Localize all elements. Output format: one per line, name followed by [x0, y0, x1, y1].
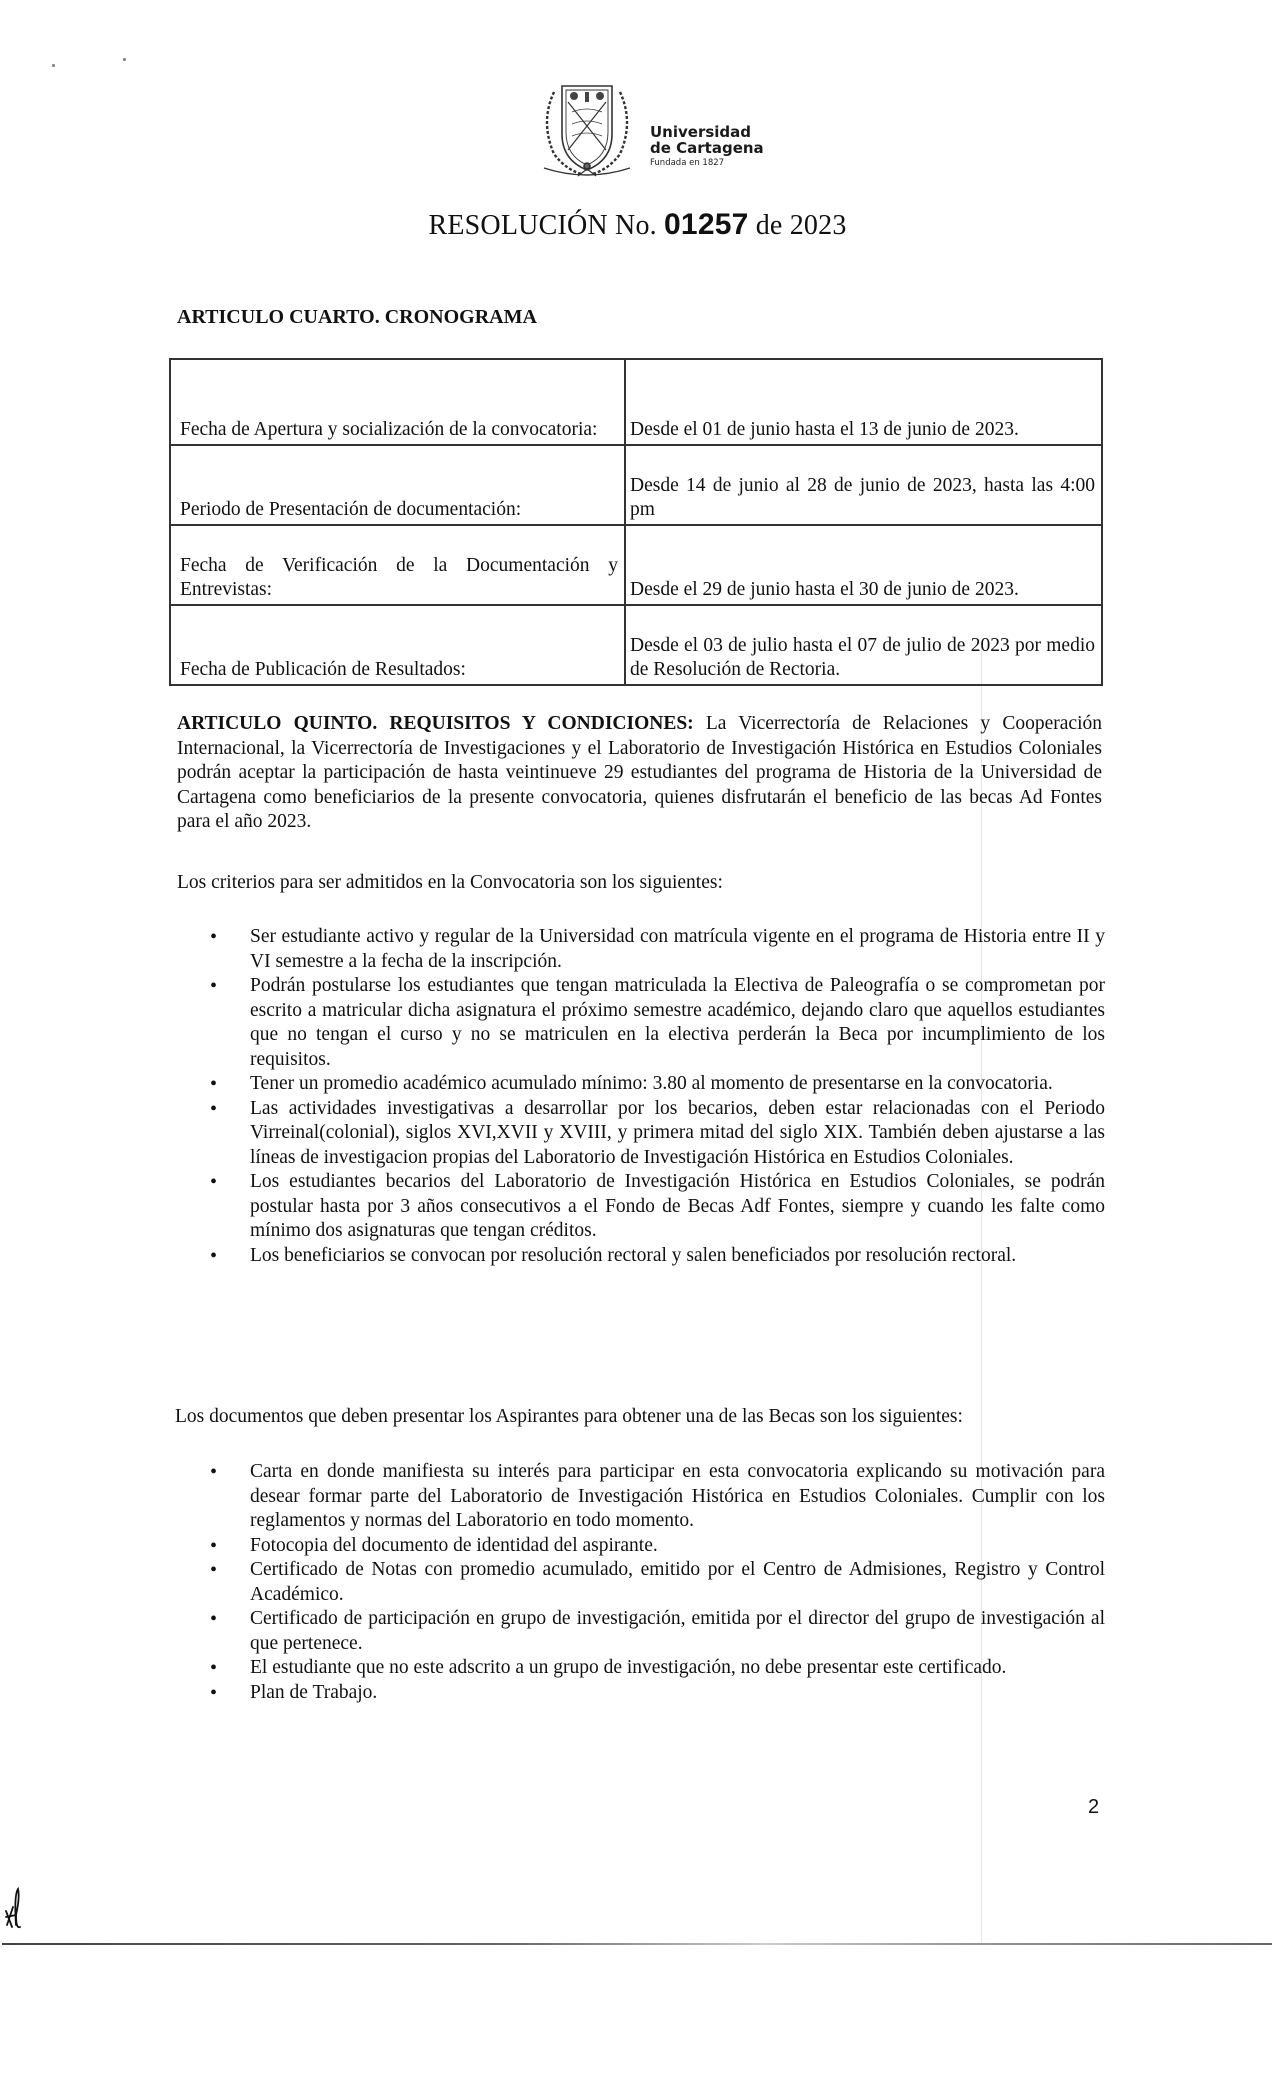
schedule-phase: Fecha de Verificación de la Documentación y Entrevistas:: [170, 525, 625, 605]
schedule-phase: Periodo de Presentación de documentación:: [170, 445, 625, 525]
resolution-number: 01257: [664, 208, 749, 241]
list-item: • Las actividades investigativas a desarrollar por los becarios, deben estar relacionadas con el Periodo Virreinal(colonial), siglos XVI,XVII y XVIII, y primera mitad del siglo XIX. También deben ajustarse a las líneas de investigacion propias del Laboratorio de Investigación Histórica en Estudios Coloniales.: [210, 1097, 1105, 1171]
scan-speck: [123, 58, 126, 61]
schedule-dates: Desde el 03 de julio hasta el 07 de julio de 2023 por medio de Resolución de Rectoria.: [625, 605, 1102, 685]
criteria-list: [210, 925, 1105, 1268]
university-crest-icon: [532, 72, 642, 184]
table-row: [170, 605, 1102, 685]
founded-label: Fundada en 1827: [650, 158, 725, 168]
resolution-year: de 2023: [755, 210, 847, 241]
table-row: [170, 359, 1102, 445]
documents-intro: Los documentos que deben presentar los Aspirantes para obtener una de las Becas son los siguientes:: [175, 1406, 963, 1427]
schedule-table: [169, 358, 1103, 686]
article5-heading: ARTICULO QUINTO. REQUISITOS Y CONDICIONES:: [177, 713, 694, 734]
documents-list: [210, 1460, 1105, 1705]
table-row: [170, 445, 1102, 525]
article5-body: La Vicerrectoría de Relaciones y Cooperación Internacional, la Vicerrectoría de Investigaciones y el Laboratorio de Investigación Histórica en Estudios Coloniales podrán aceptar la participación de hasta veintinueve 29 estudiantes del programa de Historia de la Universidad de Cartagena como beneficiarios de la presente convocatoria, quienes disfrutarán el beneficio de las becas Ad Fontes para el año 2023.: [177, 713, 1102, 832]
article4-heading: ARTICULO CUARTO. CRONOGRAMA: [177, 306, 537, 328]
schedule-dates: Desde el 29 de junio hasta el 30 de junio de 2023.: [625, 525, 1102, 605]
list-item: • Fotocopia del documento de identidad del aspirante.: [210, 1534, 1105, 1559]
footer-divider: [2, 1943, 1272, 1945]
scan-speck: [52, 64, 55, 67]
article5-paragraph: [177, 712, 1102, 835]
list-item: • Plan de Trabajo.: [210, 1681, 1105, 1706]
list-item: • Podrán postularse los estudiantes que tengan matriculada la Electiva de Paleografía o se comprometan por escrito a matricular dicha asignatura el próximo semestre académico, dejando claro que aquellos estudiantes que no tengan el curso y no se matriculen en la electiva perderán la Beca por incumplimiento de los requisitos.: [210, 974, 1105, 1072]
resolution-prefix: RESOLUCIÓN No.: [428, 210, 657, 241]
university-logo: [532, 72, 792, 187]
list-item: • Tener un promedio académico acumulado mínimo: 3.80 al momento de presentarse en la convocatoria.: [210, 1072, 1105, 1097]
table-row: [170, 525, 1102, 605]
page-number: 2: [1088, 1796, 1100, 1818]
list-item: • Certificado de participación en grupo de investigación, emitida por el director del grupo de investigación al que pertenece.: [210, 1607, 1105, 1656]
list-item: • Carta en donde manifiesta su interés para participar en esta convocatoria explicando su motivación para desear formar parte del Laboratorio de Investigación Histórica en Estudios Coloniales. Cumplir con los reglamentos y normas del Laboratorio en todo momento.: [210, 1460, 1105, 1534]
schedule-phase: Fecha de Publicación de Resultados:: [170, 605, 625, 685]
institution-name-line1: Universidad: [650, 123, 752, 141]
list-item: • Ser estudiante activo y regular de la Universidad con matrícula vigente en el programa de Historia entre II y VI semestre a la fecha de la inscripción.: [210, 925, 1105, 974]
schedule-dates: Desde el 01 de junio hasta el 13 de junio de 2023.: [625, 359, 1102, 445]
list-item: • Certificado de Notas con promedio acumulado, emitido por el Centro de Admisiones, Registro y Control Académico.: [210, 1558, 1105, 1607]
institution-name-line2: de Cartagena: [650, 139, 764, 157]
list-item: • Los beneficiarios se convocan por resolución rectoral y salen beneficiados por resolución rectoral.: [210, 1244, 1105, 1269]
handwritten-initials-icon: [4, 1885, 26, 1931]
resolution-title: [0, 208, 1275, 242]
schedule-dates: Desde 14 de junio al 28 de junio de 2023, hasta las 4:00 pm: [625, 445, 1102, 525]
scan-artifact-line: [981, 640, 982, 1945]
list-item: • Los estudiantes becarios del Laboratorio de Investigación Histórica en Estudios Coloniales, se podrán postular hasta por 3 años consecutivos a el Fondo de Becas Adf Fontes, siempre y cuando les falte como mínimo dos asignaturas que tengan créditos.: [210, 1170, 1105, 1244]
schedule-phase: Fecha de Apertura y socialización de la convocatoria:: [170, 359, 625, 445]
criteria-intro: Los criterios para ser admitidos en la Convocatoria son los siguientes:: [177, 872, 723, 893]
list-item: • El estudiante que no este adscrito a un grupo de investigación, no debe presentar este certificado.: [210, 1656, 1105, 1681]
